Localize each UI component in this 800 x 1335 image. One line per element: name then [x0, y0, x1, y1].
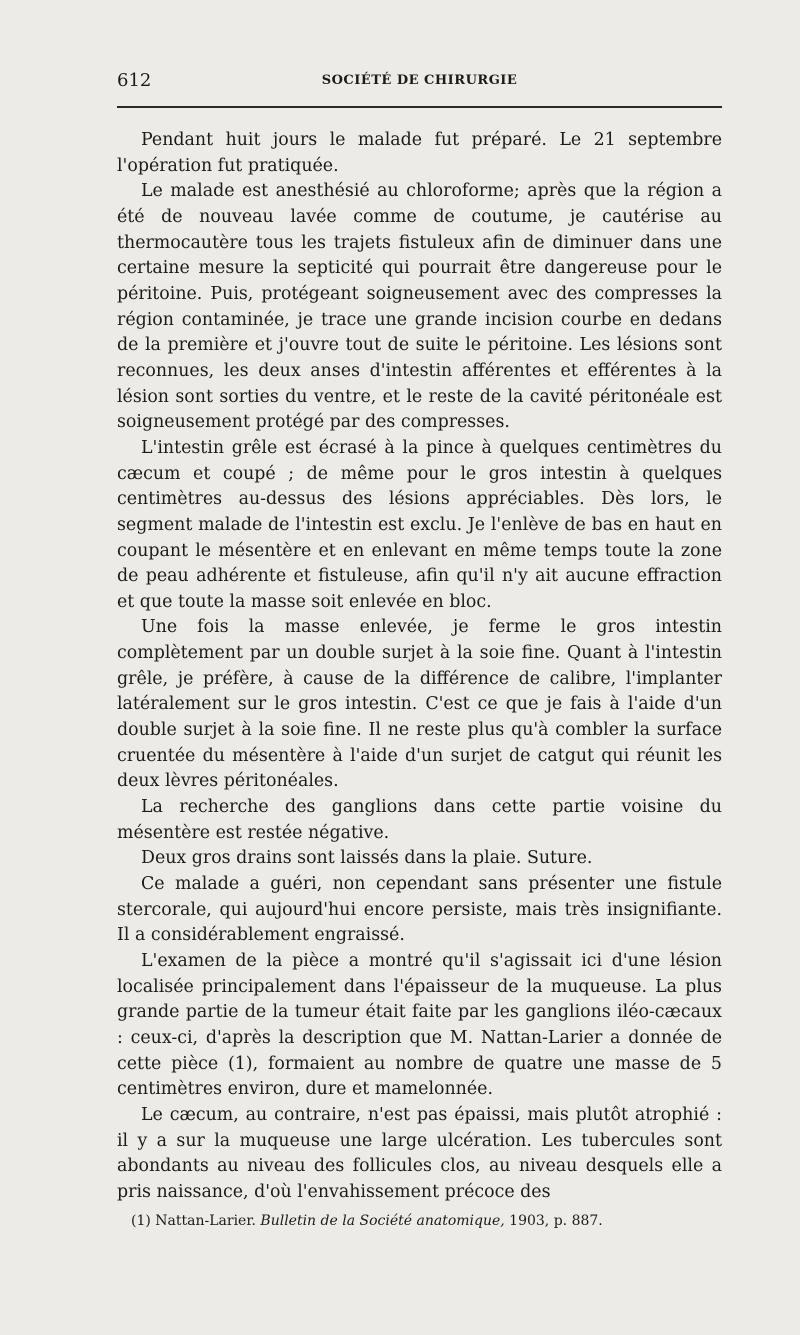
paragraph: L'intestin grêle est écrasé à la pince à quelques centimètres du cæcum et coupé ; de même pour le gros intestin à quelques centimètres au-dessus des lésions appréciables. Dès lors, le segment malade de l'intestin est exclu. Je l'enlève de bas en haut en coupant le mésentère et en enlevant en même temps toute la zone de peau adhérente et fistuleuse, afin qu'il n'y ait aucune effraction et que toute la masse soit enlevée en bloc. [117, 437, 722, 612]
footnote-journal: Bulletin de la Société anatomique, [260, 1213, 505, 1229]
paragraph: Une fois la masse enlevée, je ferme le gros intestin complètement par un double surjet à la soie fine. Quant à l'intestin grêle, je préfère, à cause de la différence de calibre, l'implanter latéralement sur le gros intestin. C'est ce que je fais à l'aide d'un double surjet à la soie fine. Il ne reste plus qu'à combler la surface cruentée du mésentère à l'aide d'un surjet de catgut qui réunit les deux lèvres péritonéales. [117, 617, 722, 792]
footnote-author: Nattan-Larier. [155, 1213, 256, 1229]
footnote-details: 1903, p. 887. [509, 1213, 603, 1229]
body-text [117, 128, 722, 1206]
paragraph: La recherche des ganglions dans cette partie voisine du mésentère est restée négative. [117, 797, 722, 843]
paragraph: Deux gros drains sont laissés dans la plaie. Suture. [141, 848, 593, 869]
header-rule [117, 106, 722, 108]
page-header [117, 70, 722, 98]
footnote-marker: (1) [131, 1213, 151, 1229]
paragraph: Pendant huit jours le malade fut préparé. Le 21 septembre l'opération fut pratiquée. [117, 130, 722, 176]
running-title: SOCIÉTÉ DE CHIRURGIE [321, 73, 518, 88]
paragraph: L'examen de la pièce a montré qu'il s'agissait ici d'une lésion localisée principalement dans l'épaisseur de la muqueuse. La plus grande partie de la tumeur était faite par les ganglions iléo-cæcaux : ceux-ci, d'après la description que M. Nattan-Larier a donnée de cette pièce (1), formaient au nombre de quatre une masse de 5 centimètres environ, dure et mamelonnée. [117, 951, 722, 1100]
footnote [131, 1212, 721, 1230]
paragraph: Le malade est anesthésié au chloroforme; après que la région a été de nouveau lavée comme de coutume, je cautérise au thermocautère tous les trajets fistuleux afin de diminuer dans une certaine mesure la septicité qui pourrait être dangereuse pour le péritoine. Puis, protégeant soigneusement avec des compresses la région contaminée, je trace une grande incision courbe en dedans de la première et j'ouvre tout de suite le péritoine. Les lésions sont reconnues, les deux anses d'intestin afférentes et efférentes à la lésion sont sorties du ventre, et le reste de la cavité péritonéale est soigneusement protégé par des compresses. [117, 181, 722, 433]
page-number: 612 [117, 70, 152, 91]
paragraph: Ce malade a guéri, non cependant sans présenter une fistule stercorale, qui aujourd'hui encore persiste, mais très insignifiante. Il a considérablement engraissé. [117, 874, 722, 946]
paragraph: Le cæcum, au contraire, n'est pas épaissi, mais plutôt atrophié : il y a sur la muqueuse une large ulcération. Les tubercules sont abondants au niveau des follicules clos, au niveau desquels elle a pris naissance, d'où l'envahissement précoce des [117, 1104, 722, 1202]
